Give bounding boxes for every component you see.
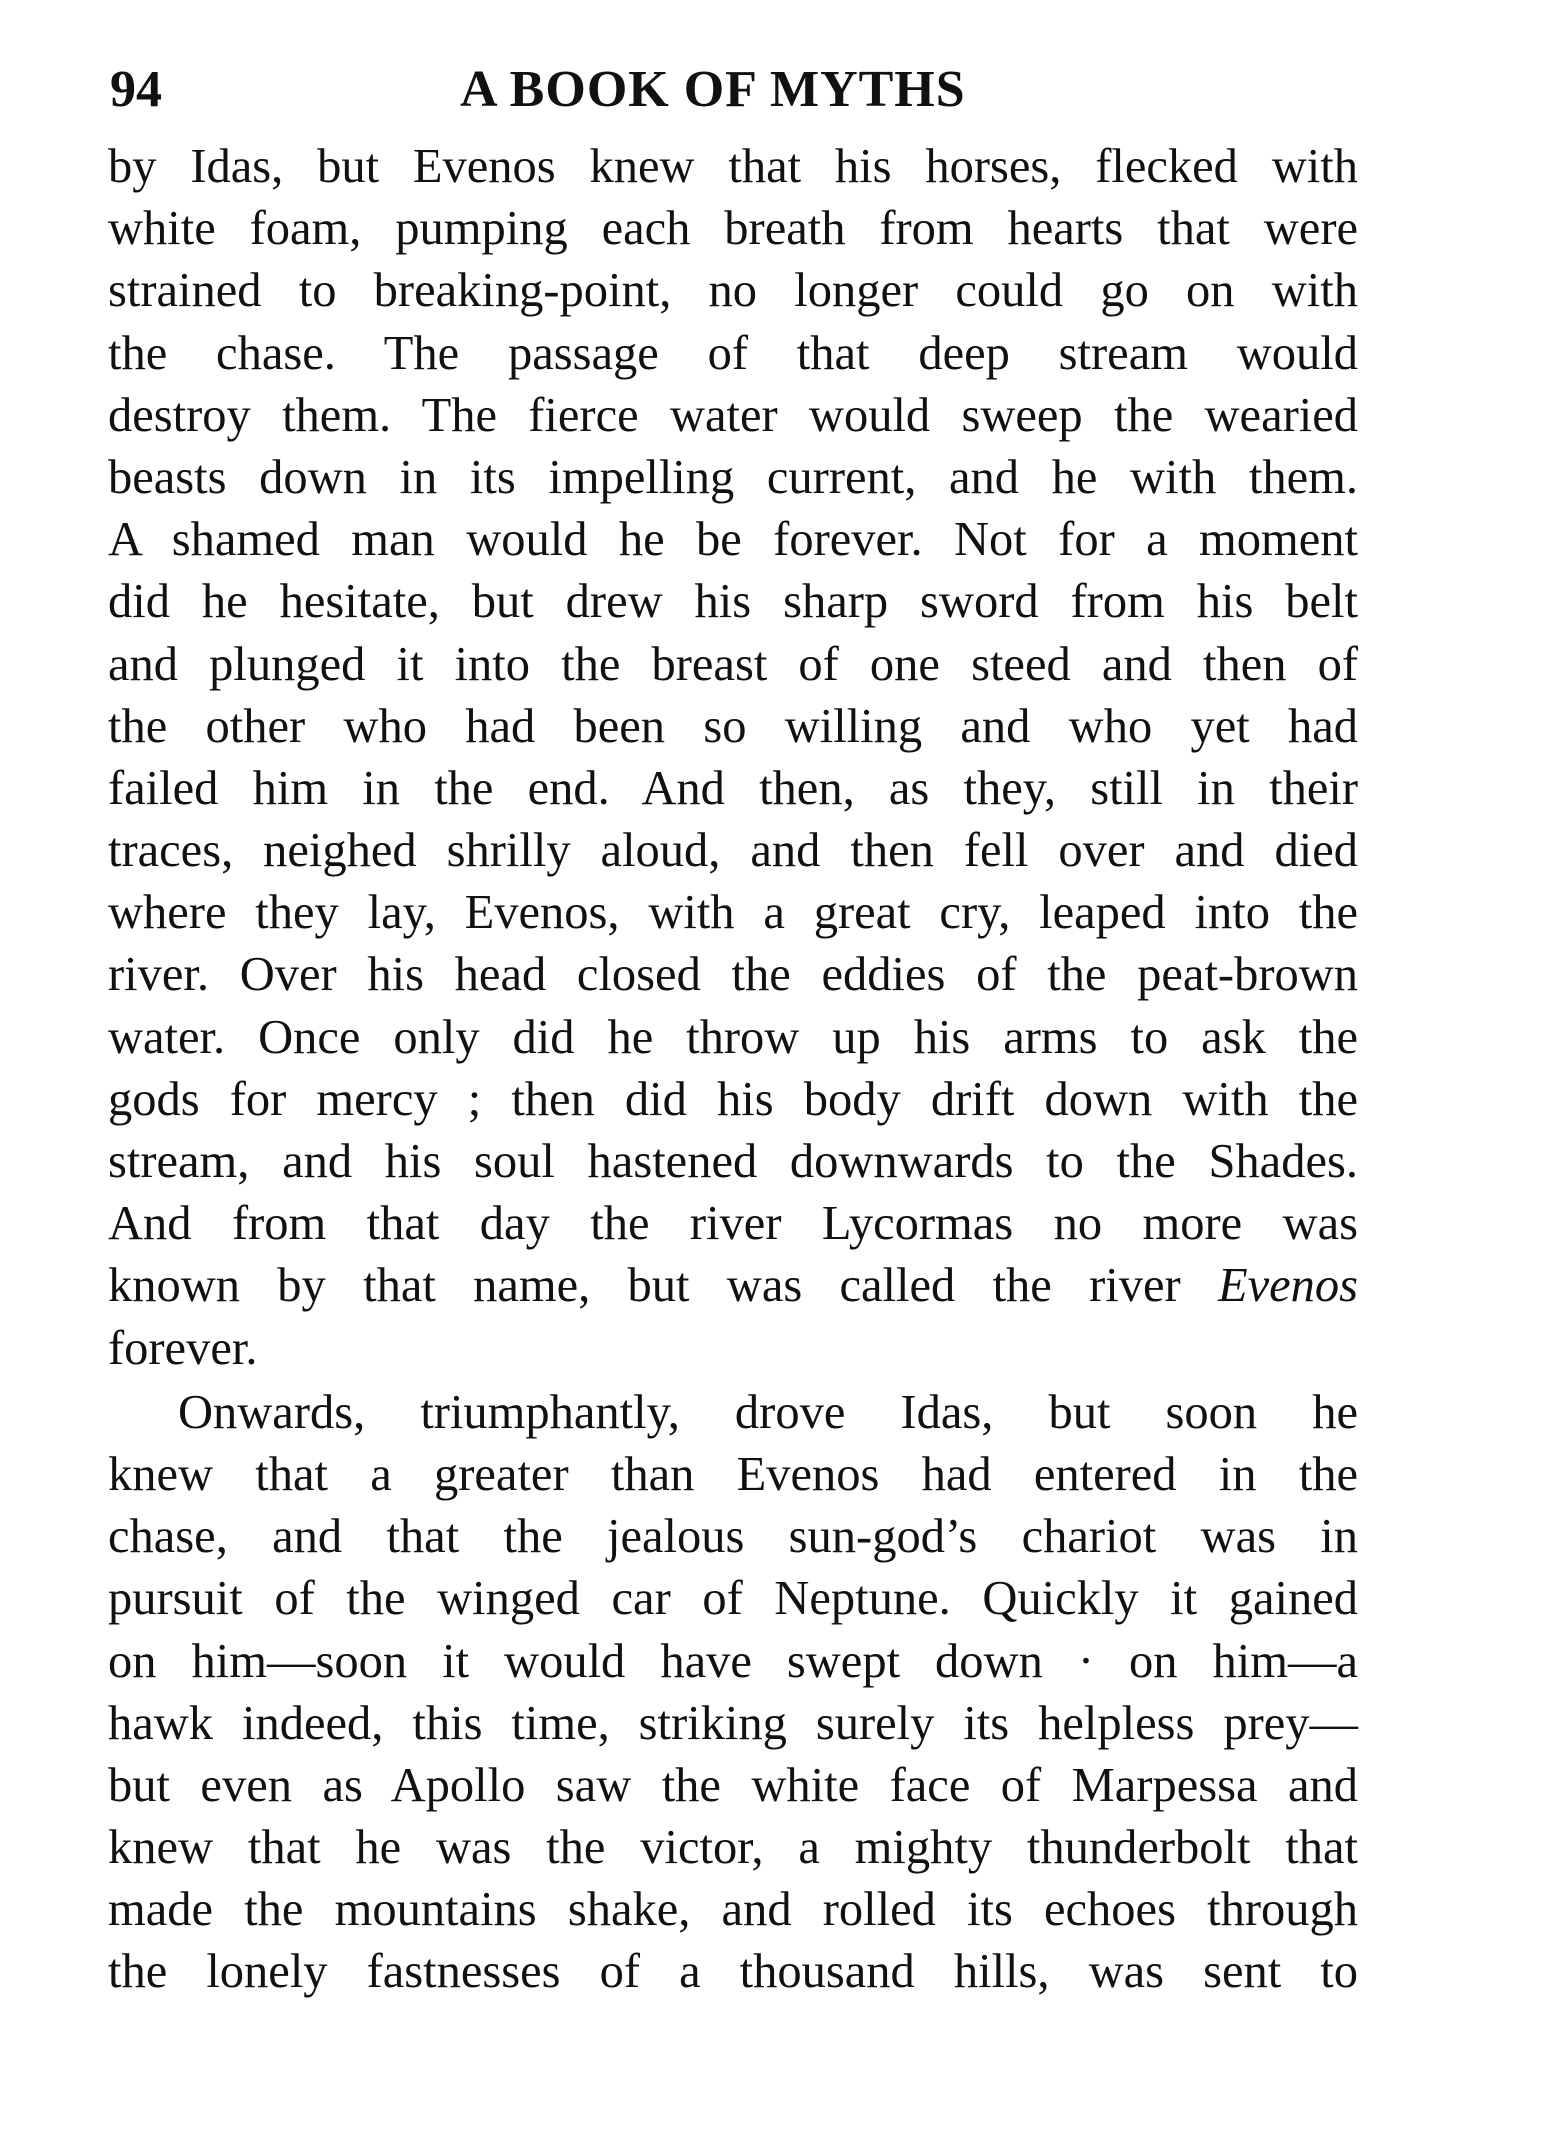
text-line: traces, neighed shrilly aloud, and then fell over and died bbox=[108, 824, 1358, 878]
text-line: the chase. The passage of that deep stream would bbox=[108, 326, 1358, 380]
text-line: where they lay, Evenos, with a great cry, leaped into the bbox=[108, 886, 1358, 940]
text-line: failed him in the end. And then, as they, still in their bbox=[108, 761, 1358, 815]
text-line: on him—soon it would have swept down · on him—a bbox=[108, 1634, 1358, 1688]
italic-river-name: Evenos bbox=[1217, 1259, 1359, 1313]
paragraph-2 bbox=[108, 1382, 1358, 2004]
paragraph-1 bbox=[108, 136, 1358, 1380]
text-line: beasts down in its impelling current, and he with them. bbox=[108, 450, 1358, 504]
text-line: pursuit of the winged car of Neptune. Quickly it gained bbox=[108, 1572, 1358, 1626]
text-line: destroy them. The fierce water would sweep the wearied bbox=[108, 388, 1358, 442]
text-line: hawk indeed, this time, striking surely its helpless prey— bbox=[108, 1696, 1358, 1750]
text-line: white foam, pumping each breath from hearts that were bbox=[108, 202, 1358, 256]
text-line: Onwards, triumphantly, drove Idas, but soon he bbox=[178, 1385, 1358, 1439]
text-line-part: known by that name, but was called the river bbox=[108, 1259, 1181, 1313]
text-line: And from that day the river Lycormas no more was bbox=[108, 1197, 1358, 1251]
text-line: strained to breaking-point, no longer could go on with bbox=[108, 264, 1358, 318]
text-line bbox=[108, 1255, 1358, 1317]
text-line: by Idas, but Evenos knew that his horses, flecked with bbox=[108, 140, 1358, 193]
text-line: gods for mercy ; then did his body drift down with the bbox=[108, 1072, 1358, 1126]
text-line: the lonely fastnesses of a thousand hills, was sent to bbox=[108, 1945, 1358, 1999]
text-line: knew that he was the victor, a mighty thunderbolt that bbox=[108, 1821, 1358, 1875]
text-line: stream, and his soul hastened downwards to the Shades. bbox=[108, 1135, 1358, 1188]
body-text bbox=[108, 136, 1358, 2004]
text-line: knew that a greater than Evenos had entered in the bbox=[108, 1447, 1358, 1501]
text-line: but even as Apollo saw the white face of Marpessa and bbox=[108, 1758, 1358, 1812]
text-line: water. Once only did he throw up his arms to ask the bbox=[108, 1010, 1358, 1064]
text-line: chase, and that the jealous sun-god’s chariot was in bbox=[108, 1510, 1358, 1564]
text-line: river. Over his head closed the eddies of the peat-brown bbox=[108, 948, 1358, 1002]
text-line: forever. bbox=[108, 1321, 258, 1375]
text-line: did he hesitate, but drew his sharp sword from his belt bbox=[108, 575, 1358, 629]
text-line: the other who had been so willing and who yet had bbox=[108, 699, 1358, 753]
book-title: A BOOK OF MYTHS bbox=[460, 61, 966, 118]
running-head bbox=[108, 58, 1358, 122]
text-line: made the mountains shake, and rolled its echoes through bbox=[108, 1883, 1358, 1937]
page-number: 94 bbox=[110, 61, 162, 118]
text-line: A shamed man would he be forever. Not for a moment bbox=[108, 513, 1358, 567]
text-line: and plunged it into the breast of one steed and then of bbox=[108, 637, 1358, 691]
book-page bbox=[108, 58, 1358, 2004]
